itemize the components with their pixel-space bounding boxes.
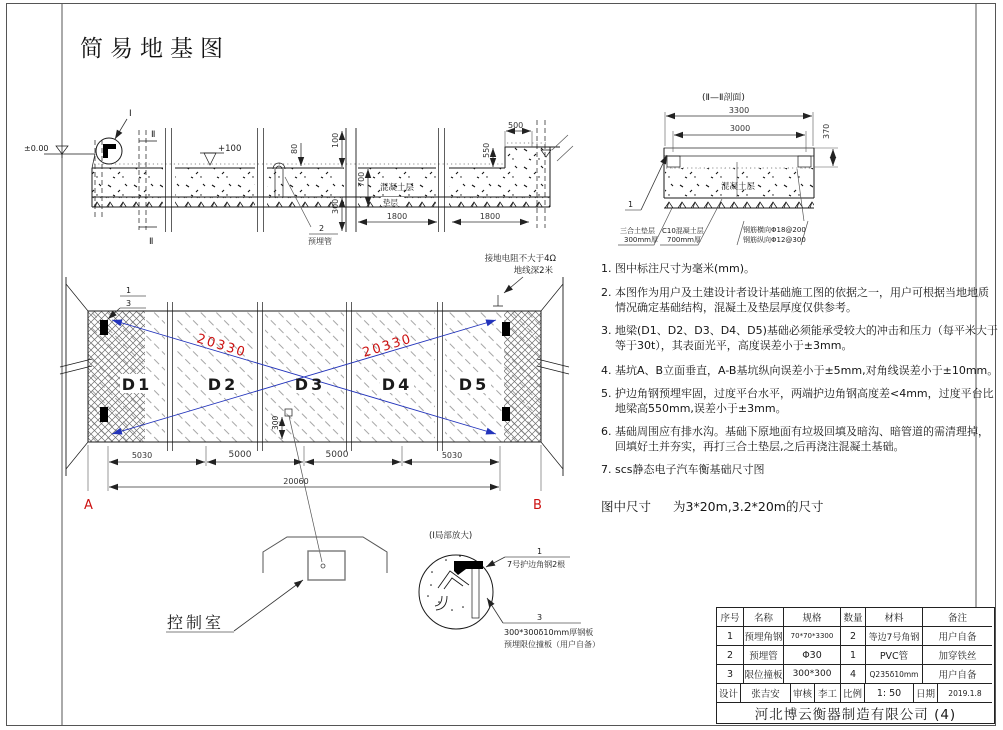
sii-concrete-label: 混凝土层: [721, 182, 756, 192]
detail-ref-3: 3: [537, 613, 543, 622]
dim-3300: 3300: [728, 106, 750, 115]
cell-material: PVC管: [866, 646, 923, 665]
detail-ref-1: 1: [537, 547, 543, 556]
date-value: 2019.1.8: [938, 684, 992, 703]
note-6: 6. 基础周围应有排水沟。基础下原地面有垃圾回填及暗沟、暗管道的需清理掉，回填好土并夯实，再打三合土垫层,之后再浇注混凝土基础。: [601, 425, 989, 453]
ground-note-line1: 接地电阻不大于4Ω: [484, 254, 556, 264]
note-3: 3. 地梁(D1、D2、D3、D4、D5)基础必须能承受较大的冲击和压力（每平米大于等于30t），其表面光平，高度误差小于±3mm。: [601, 324, 998, 352]
cell-name: 限位撞板: [744, 665, 784, 684]
module-label-d4: D4: [381, 375, 413, 394]
detail-ref-1-label: 7号护边角钢2根: [507, 560, 566, 569]
plan-dim-300: 300: [271, 415, 280, 430]
scale-value: 1: 50: [865, 684, 914, 703]
corner-b-label: B: [533, 498, 542, 513]
cell-spec: 300*300: [784, 665, 841, 684]
dim-80: 80: [290, 143, 299, 154]
detail-ref-3-line1: 300*300δ10mm厚钢板: [504, 628, 594, 637]
detail-i-title: (Ⅰ局部放大): [429, 531, 473, 541]
header-name: 名称: [744, 608, 784, 627]
cell-note: 用户自备: [923, 665, 992, 684]
callout-concrete-line1: C10混凝土层: [662, 227, 704, 235]
header-spec: 规格: [784, 608, 841, 627]
header-note: 备注: [923, 608, 992, 627]
cushion-layer-label: 垫层: [383, 198, 398, 207]
scale-label: 比例: [841, 684, 865, 703]
plan-ref-3: 3: [126, 299, 132, 308]
callout-rebar-line2: 钢筋纵向Φ12@300: [743, 236, 806, 244]
cell-name: 预埋管: [744, 646, 784, 665]
size-note-value: 为3*20m,3.2*20m的尺寸: [673, 499, 824, 514]
design-label: 设计: [717, 684, 741, 703]
parts-row-1: [717, 627, 994, 646]
module-label-d2: D2: [207, 375, 239, 394]
cell-material: 等边7号角钢: [866, 627, 923, 646]
parts-row-3: [717, 665, 994, 684]
cell-note: 加穿铁丝: [923, 646, 992, 665]
cell-qty: 4: [841, 665, 866, 684]
auditor-name: 李工: [815, 684, 841, 703]
dim-3000: 3000: [729, 124, 751, 133]
dim-700: 700: [357, 171, 366, 187]
audit-label: 审核: [791, 684, 815, 703]
concrete-layer-label: 混凝土层: [380, 183, 415, 193]
control-room-label: 控制室: [167, 613, 225, 632]
sii-ref1: 1: [628, 200, 634, 209]
diagonal-dim-1: 20330: [194, 331, 249, 361]
parts-header-row: [717, 608, 994, 627]
cell-qty: 1: [841, 646, 866, 665]
module-label-d3: D3: [294, 375, 326, 394]
section-ii-marker-bottom: Ⅱ: [149, 237, 154, 247]
dim-1800-a: 1800: [386, 212, 408, 221]
dim-300-pipe: 300: [331, 198, 340, 214]
dim-1800-b: 1800: [479, 212, 501, 221]
seg-dim-2: 5000: [228, 450, 252, 460]
dim-550: 550: [482, 142, 491, 158]
plan-ref-1: 1: [126, 286, 132, 295]
section-ii-marker-top: Ⅱ: [151, 130, 156, 140]
detail-ref-3-line2: 预埋限位撞板（用户自备）: [504, 640, 600, 649]
long-section-drawing: [24, 109, 573, 247]
cell-no: 1: [717, 627, 744, 646]
cell-qty: 2: [841, 627, 866, 646]
module-label-d5: D5: [458, 375, 490, 394]
detail-i-drawing: [419, 530, 600, 649]
callout-cushion-line1: 三合土垫层: [620, 227, 655, 235]
cell-spec: Φ30: [784, 646, 841, 665]
parts-row-2: [717, 646, 994, 665]
seg-dim-4: 5030: [441, 451, 463, 460]
level-plus100-label: +100: [218, 144, 242, 154]
dim-370: 370: [822, 123, 831, 139]
note-7: 7. scs静态电子汽车衡基础尺寸图: [601, 463, 765, 476]
diagonal-dim-2: 20330: [360, 331, 415, 361]
corner-a-label: A: [84, 498, 93, 513]
company-name: 河北博云衡器制造有限公司 (4): [754, 707, 957, 723]
total-dim: 20060: [283, 477, 309, 486]
callout-concrete-line2: 700mm厚: [667, 236, 701, 244]
ground-note-line2: 地线深2米: [513, 266, 553, 276]
pipe-ref-number: 2: [319, 224, 325, 233]
module-label-d1: D1: [121, 375, 153, 394]
detail-i-marker: Ⅰ: [129, 109, 132, 119]
cell-no: 3: [717, 665, 744, 684]
level-zero-label: ±0.00: [24, 144, 49, 153]
cell-note: 用户自备: [923, 627, 992, 646]
size-note: [601, 497, 824, 515]
cell-spec: 70*70*3300: [784, 627, 841, 646]
pipe-ref-label: 预埋管: [308, 237, 332, 246]
section-ii-drawing: [618, 91, 838, 245]
note-4: 4. 基坑A、B立面垂直，A-B基坑纵向误差小于±5mm,对角线误差小于±10mm。: [601, 364, 999, 377]
seg-dim-3: 5000: [325, 450, 349, 460]
cell-name: 预埋角钢: [744, 627, 784, 646]
title-block-row: [717, 684, 994, 703]
designer-name: 张吉安: [741, 684, 791, 703]
note-2: 2. 本图作为用户及土建设计者设计基础施工图的依据之一，用户可根据当地地质情况确定基础结构，混凝土及垫层厚度仅供参考。: [601, 286, 989, 314]
section-ii-title: (Ⅱ—Ⅱ剖面): [702, 93, 745, 103]
date-label: 日期: [914, 684, 938, 703]
page-title: 简易地基图: [80, 36, 230, 62]
note-1: 1. 图中标注尺寸为毫米(mm)。: [601, 262, 756, 275]
note-5: 5. 护边角钢预埋牢固，过度平台水平，两端护边角钢高度差<4mm，过度平台比地梁高550mm,误差小于±3mm。: [601, 387, 994, 415]
plan-view-drawing: [60, 253, 569, 562]
parts-table: [716, 607, 995, 724]
header-qty: 数量: [841, 608, 866, 627]
size-note-label: 图中尺寸: [601, 499, 652, 514]
seg-dim-1: 5030: [131, 451, 153, 460]
callout-cushion-line2: 300mm厚: [624, 236, 658, 244]
dim-500: 500: [508, 121, 524, 130]
dim-100: 100: [331, 132, 340, 148]
callout-rebar-line1: 钢筋横向Φ18@200: [743, 226, 806, 234]
cell-material: Q235δ10mm: [866, 665, 923, 684]
header-seq: 序号: [717, 608, 744, 627]
cell-no: 2: [717, 646, 744, 665]
header-material: 材料: [866, 608, 923, 627]
control-room-drawing: [166, 537, 387, 632]
